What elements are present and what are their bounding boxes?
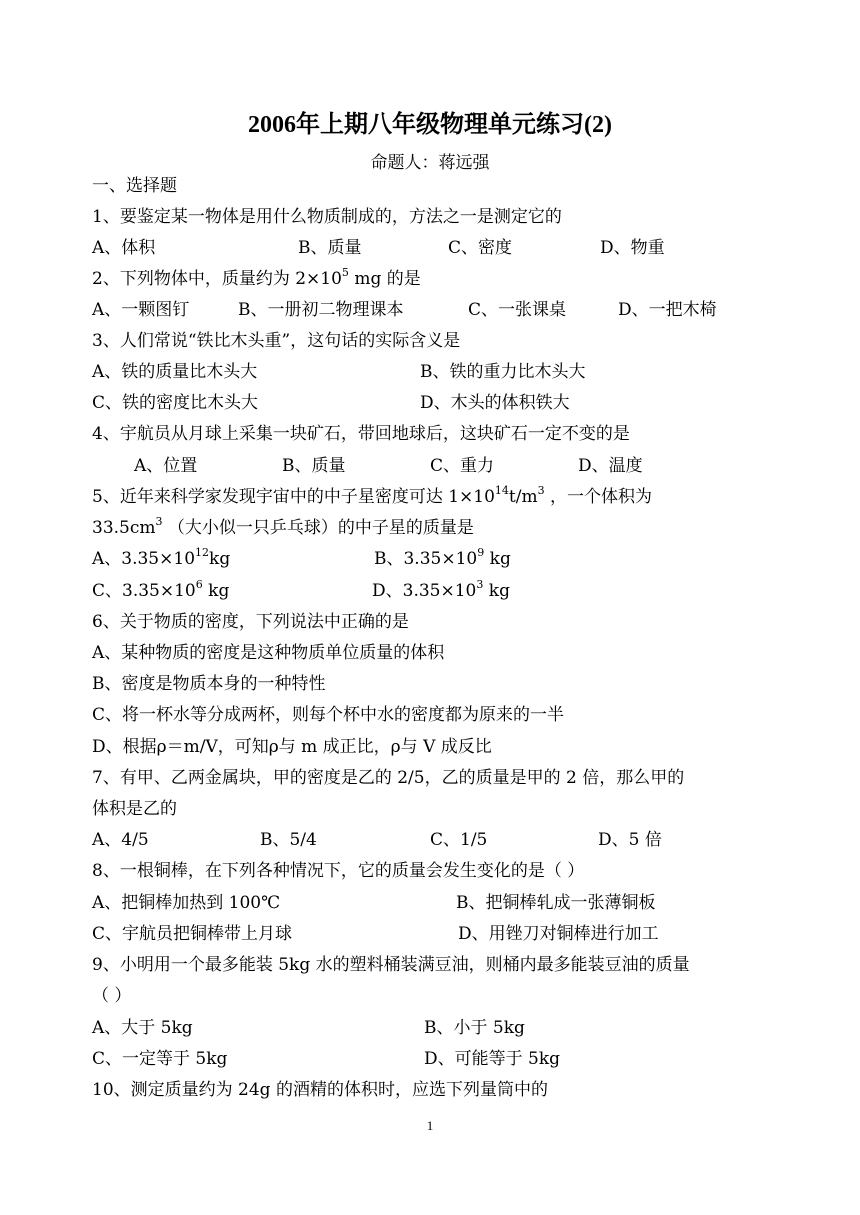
page-title: 2006年上期八年级物理单元练习(2)	[248, 112, 612, 138]
q2-option-d: D、一把木椅	[618, 300, 717, 320]
q5-option-a: A、$3.35\times 10^{12}kg$	[92, 546, 231, 569]
q9-option-a: A、大于 5kg	[92, 1018, 193, 1038]
q5-option-d: D、$3.35\times 10^3$ kg	[372, 578, 510, 601]
question-5-stem: 5、近年来科学家发现宇宙中的中子星密度可达 $1\times 10^{14}t/m^3$ ，一个体积为	[92, 484, 653, 507]
q7-option-c: C、1/5	[430, 830, 488, 850]
q2-option-b: B、一册初二物理课本	[238, 300, 404, 320]
q4-option-c: C、重力	[430, 456, 495, 476]
question-2-stem: 2、下列物体中，质量约为 $2\times 10^5$ mg 的是	[92, 266, 421, 289]
question-7-stem-continued: 体积是乙的	[92, 799, 177, 819]
q8-option-b: B、把铜棒轧成一张薄铜板	[456, 893, 656, 913]
q6-option-d: D、根据ρ＝m/V，可知ρ与 m 成正比，ρ与 V 成反比	[92, 737, 492, 757]
q4-option-d: D、温度	[578, 456, 643, 476]
q1-option-a: A、体积	[92, 238, 156, 258]
question-9-stem: 9、小明用一个最多能装 5kg 水的塑料桶装满豆油，则桶内最多能装豆油的质量	[92, 955, 690, 975]
q7-option-b: B、5/4	[260, 830, 317, 850]
q9-option-c: C、一定等于 5kg	[92, 1049, 228, 1069]
q1-option-c: C、密度	[448, 238, 513, 258]
q3-option-c: C、铁的密度比木头大	[92, 393, 259, 413]
q8-option-c: C、宇航员把铜棒带上月球	[92, 924, 293, 944]
q9-option-b: B、小于 5kg	[424, 1018, 525, 1038]
q3-option-d: D、木头的体积铁大	[420, 393, 570, 413]
q5-option-c: C、$3.35\times 10^6$ kg	[92, 578, 230, 601]
q5-option-b: B、$3.35\times 10^9$ kg	[374, 546, 511, 569]
q3-option-a: A、铁的质量比木头大	[92, 362, 258, 382]
q4-option-a: A、位置	[134, 456, 198, 476]
question-6-stem: 6、关于物质的密度，下列说法中正确的是	[92, 612, 409, 632]
q6-option-a: A、某种物质的密度是这种物质单位质量的体积	[92, 643, 445, 663]
question-3-stem: 3、人们常说“铁比木头重”，这句话的实际含义是	[92, 331, 461, 351]
q3-option-b: B、铁的重力比木头大	[420, 362, 586, 382]
q1-option-b: B、质量	[298, 238, 362, 258]
q6-option-c: C、将一杯水等分成两杯，则每个杯中水的密度都为原来的一半	[92, 705, 565, 725]
q7-option-a: A、4/5	[92, 830, 149, 850]
question-7-stem: 7、有甲、乙两金属块，甲的密度是乙的 2/5，乙的质量是甲的 2 倍，那么甲的	[92, 768, 685, 788]
question-5-stem-continued: $33.5cm^3$ （大小似一只乒乓球）的中子星的质量是	[92, 515, 474, 538]
q2-option-c: C、一张课桌	[468, 300, 567, 320]
question-10-stem: 10、测定质量约为 24g 的酒精的体积时，应选下列量筒中的	[92, 1080, 548, 1100]
question-4-stem: 4、宇航员从月球上采集一块矿石，带回地球后，这块矿石一定不变的是	[92, 424, 630, 444]
q9-option-d: D、可能等于 5kg	[424, 1049, 561, 1069]
q8-option-d: D、用锉刀对铜棒进行加工	[458, 924, 659, 944]
q7-option-d: D、5 倍	[598, 830, 662, 850]
question-9-answer-blank: （ ）	[92, 986, 132, 1006]
q8-option-a: A、把铜棒加热到 100℃	[92, 893, 281, 913]
page-number: 1	[426, 1118, 434, 1133]
q4-option-b: B、质量	[282, 456, 346, 476]
q2-option-a: A、一颗图钉	[92, 300, 190, 320]
q1-option-d: D、物重	[600, 238, 665, 258]
author-line: 命题人：蒋远强	[370, 153, 490, 173]
question-1-stem: 1、要鉴定某一物体是用什么物质制成的，方法之一是测定它的	[92, 207, 562, 227]
question-8-stem: 8、一根铜棒，在下列各种情况下，它的质量会发生变化的是（ ）	[92, 861, 585, 881]
section-heading: 一、选择题	[92, 176, 177, 196]
q6-option-b: B、密度是物质本身的一种特性	[92, 674, 326, 694]
